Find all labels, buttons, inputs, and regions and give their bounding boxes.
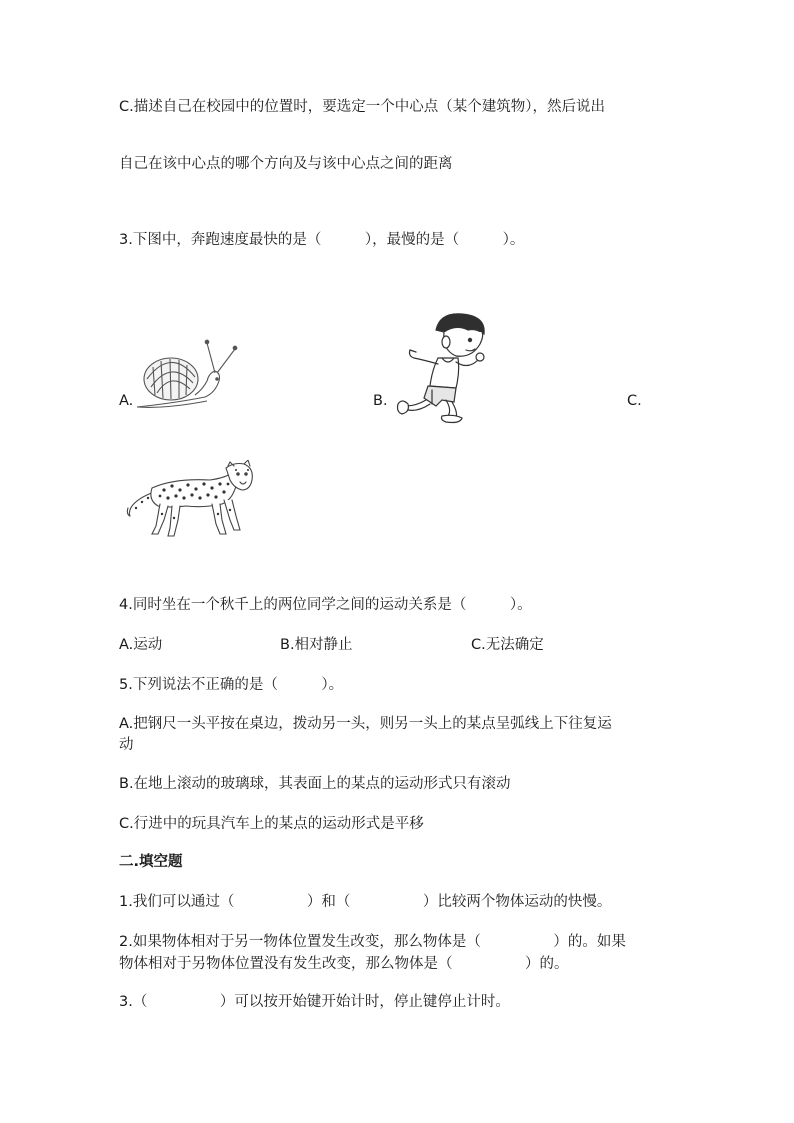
running-boy-icon: [396, 310, 492, 424]
q4-option-b: B.相对静止: [280, 637, 353, 653]
q5-stem: 5.下列说法不正确的是（ ）。: [119, 677, 344, 693]
q5-option-a-line2: 动: [119, 737, 134, 753]
q4-option-c: C.无法确定: [471, 637, 544, 653]
q3-stem: 3.下图中，奔跑速度最快的是（ ），最慢的是（ ）。: [119, 232, 525, 248]
snail-icon: [135, 337, 239, 412]
fill-blank-q2-line2: 物体相对于另物体位置没有发生改变，那么物体是（ ）的。: [119, 956, 569, 972]
fill-blank-q2-line1: 2.如果物体相对于另一物体位置发生改变，那么物体是（ ）的。如果: [119, 934, 626, 950]
section-2-title: 二.填空题: [119, 854, 183, 870]
q3-option-b-label: B.: [373, 393, 388, 409]
q5-option-c: C.行进中的玩具汽车上的某点的运动形式是平移: [119, 816, 424, 832]
q4-option-a: A.运动: [119, 637, 163, 653]
q3-option-c-label: C.: [627, 393, 642, 409]
fill-blank-q3: 3.（ ）可以按开始键开始计时，停止键停止计时。: [119, 994, 510, 1010]
q2-option-c-line1: C.描述自己在校园中的位置时，要选定一个中心点（某个建筑物），然后说出: [119, 99, 605, 115]
q4-stem: 4.同时坐在一个秋千上的两位同学之间的运动关系是（ ）。: [119, 597, 532, 613]
q3-option-a-label: A.: [119, 393, 134, 409]
q2-option-c-line2: 自己在该中心点的哪个方向及与该中心点之间的距离: [119, 156, 453, 172]
cheetah-icon: [124, 460, 256, 540]
fill-blank-q1: 1.我们可以通过（ ）和（ ）比较两个物体运动的快慢。: [119, 894, 612, 910]
q5-option-b: B.在地上滚动的玻璃球，其表面上的某点的运动形式只有滚动: [119, 776, 511, 792]
q5-option-a-line1: A.把钢尺一头平按在桌边，拨动另一头，则另一头上的某点呈弧线上下往复运: [119, 716, 612, 732]
